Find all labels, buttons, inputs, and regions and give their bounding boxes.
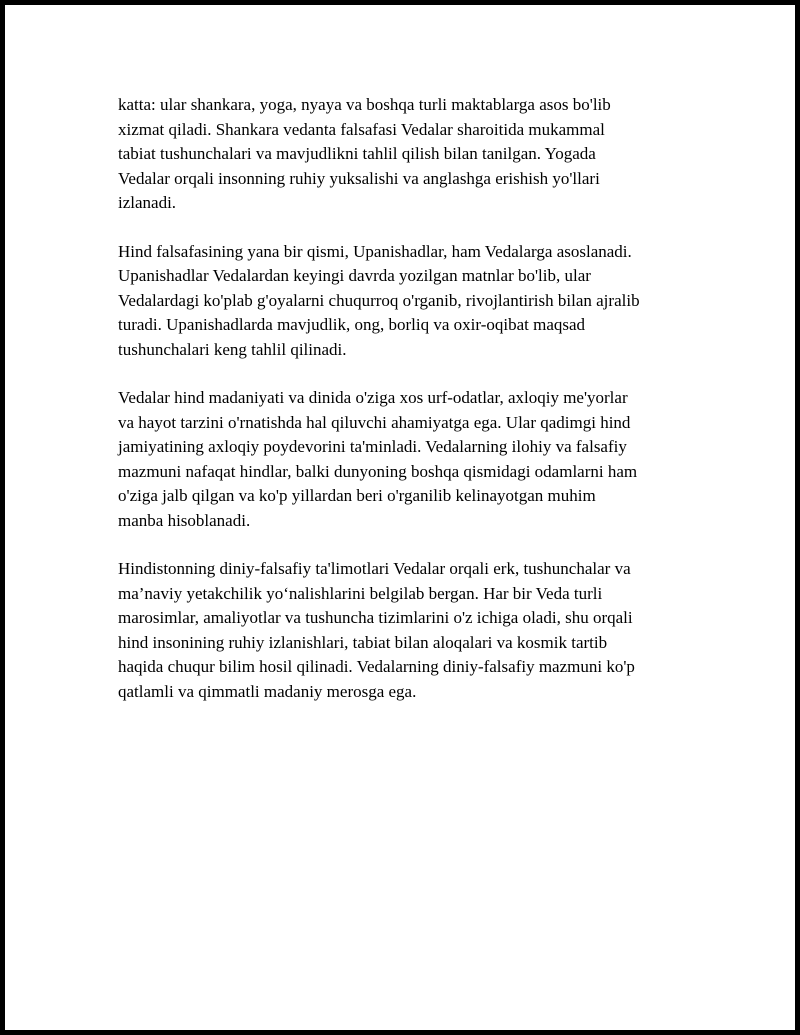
paragraph-vedas-culture: Vedalar hind madaniyati va dinida o'ziga xos urf-odatlar, axloqiy me'yorlar va hayot tarzini o'rnatishda hal qiluvchi ahamiyatga ega. Ular qadimgi hind jamiyatining axloqiy poydevorini ta'minladi. Vedalarning ilohiy va falsafiy mazmuni nafaqat hindlar, balki dunyoning boshqa qismidagi odamlarni ham o'ziga jalb qilgan va ko'p yillardan beri o'rganilib kelinayotgan muhim manba hisoblanadi. (118, 388, 638, 530)
paragraph-philosophical-teachings: Hindistonning diniy-falsafiy ta'limotlari Vedalar orqali erk, tushunchalar va ma’naviy yetakchilik yo‘nalishlarini belgilab bergan. Har bir Veda turli marosimlar, amaliyotlar va tushuncha tizimlarini o'z ichiga oladi, shu orqali hind insonining ruhiy izlanishlari, tabiat bilan aloqalari va kosmik tartib haqida chuqur bilim hosil qilinadi. Vedalarning diniy-falsafiy mazmuni ko'p qatlamli va qimmatli madaniy merosga ega. (118, 559, 635, 701)
document-body (118, 93, 708, 728)
paragraph-shankara-yoga: katta: ular shankara, yoga, nyaya va boshqa turli maktablarga asos bo'lib xizmat qiladi. Shankara vedanta falsafasi Vedalar sharoitida mukammal tabiat tushunchalari va mavjudlikni tahlil qilish bilan tanilgan. Yogada Vedalar orqali insonning ruhiy yuksalishi va anglashga erishish yo'llari izlanadi. (118, 95, 611, 212)
paragraph-upanishads: Hind falsafasining yana bir qismi, Upanishadlar, ham Vedalarga asoslanadi. Upanishadlar Vedalardan keyingi davrda yozilgan matnlar bo'lib, ular Vedalardagi ko'plab g'oyalarni chuqurroq o'rganib, rivojlantirish bilan ajralib turadi. Upanishadlarda mavjudlik, ong, borliq va oxir-oqibat maqsad tushunchalari keng tahlil qilinadi. (118, 241, 640, 359)
